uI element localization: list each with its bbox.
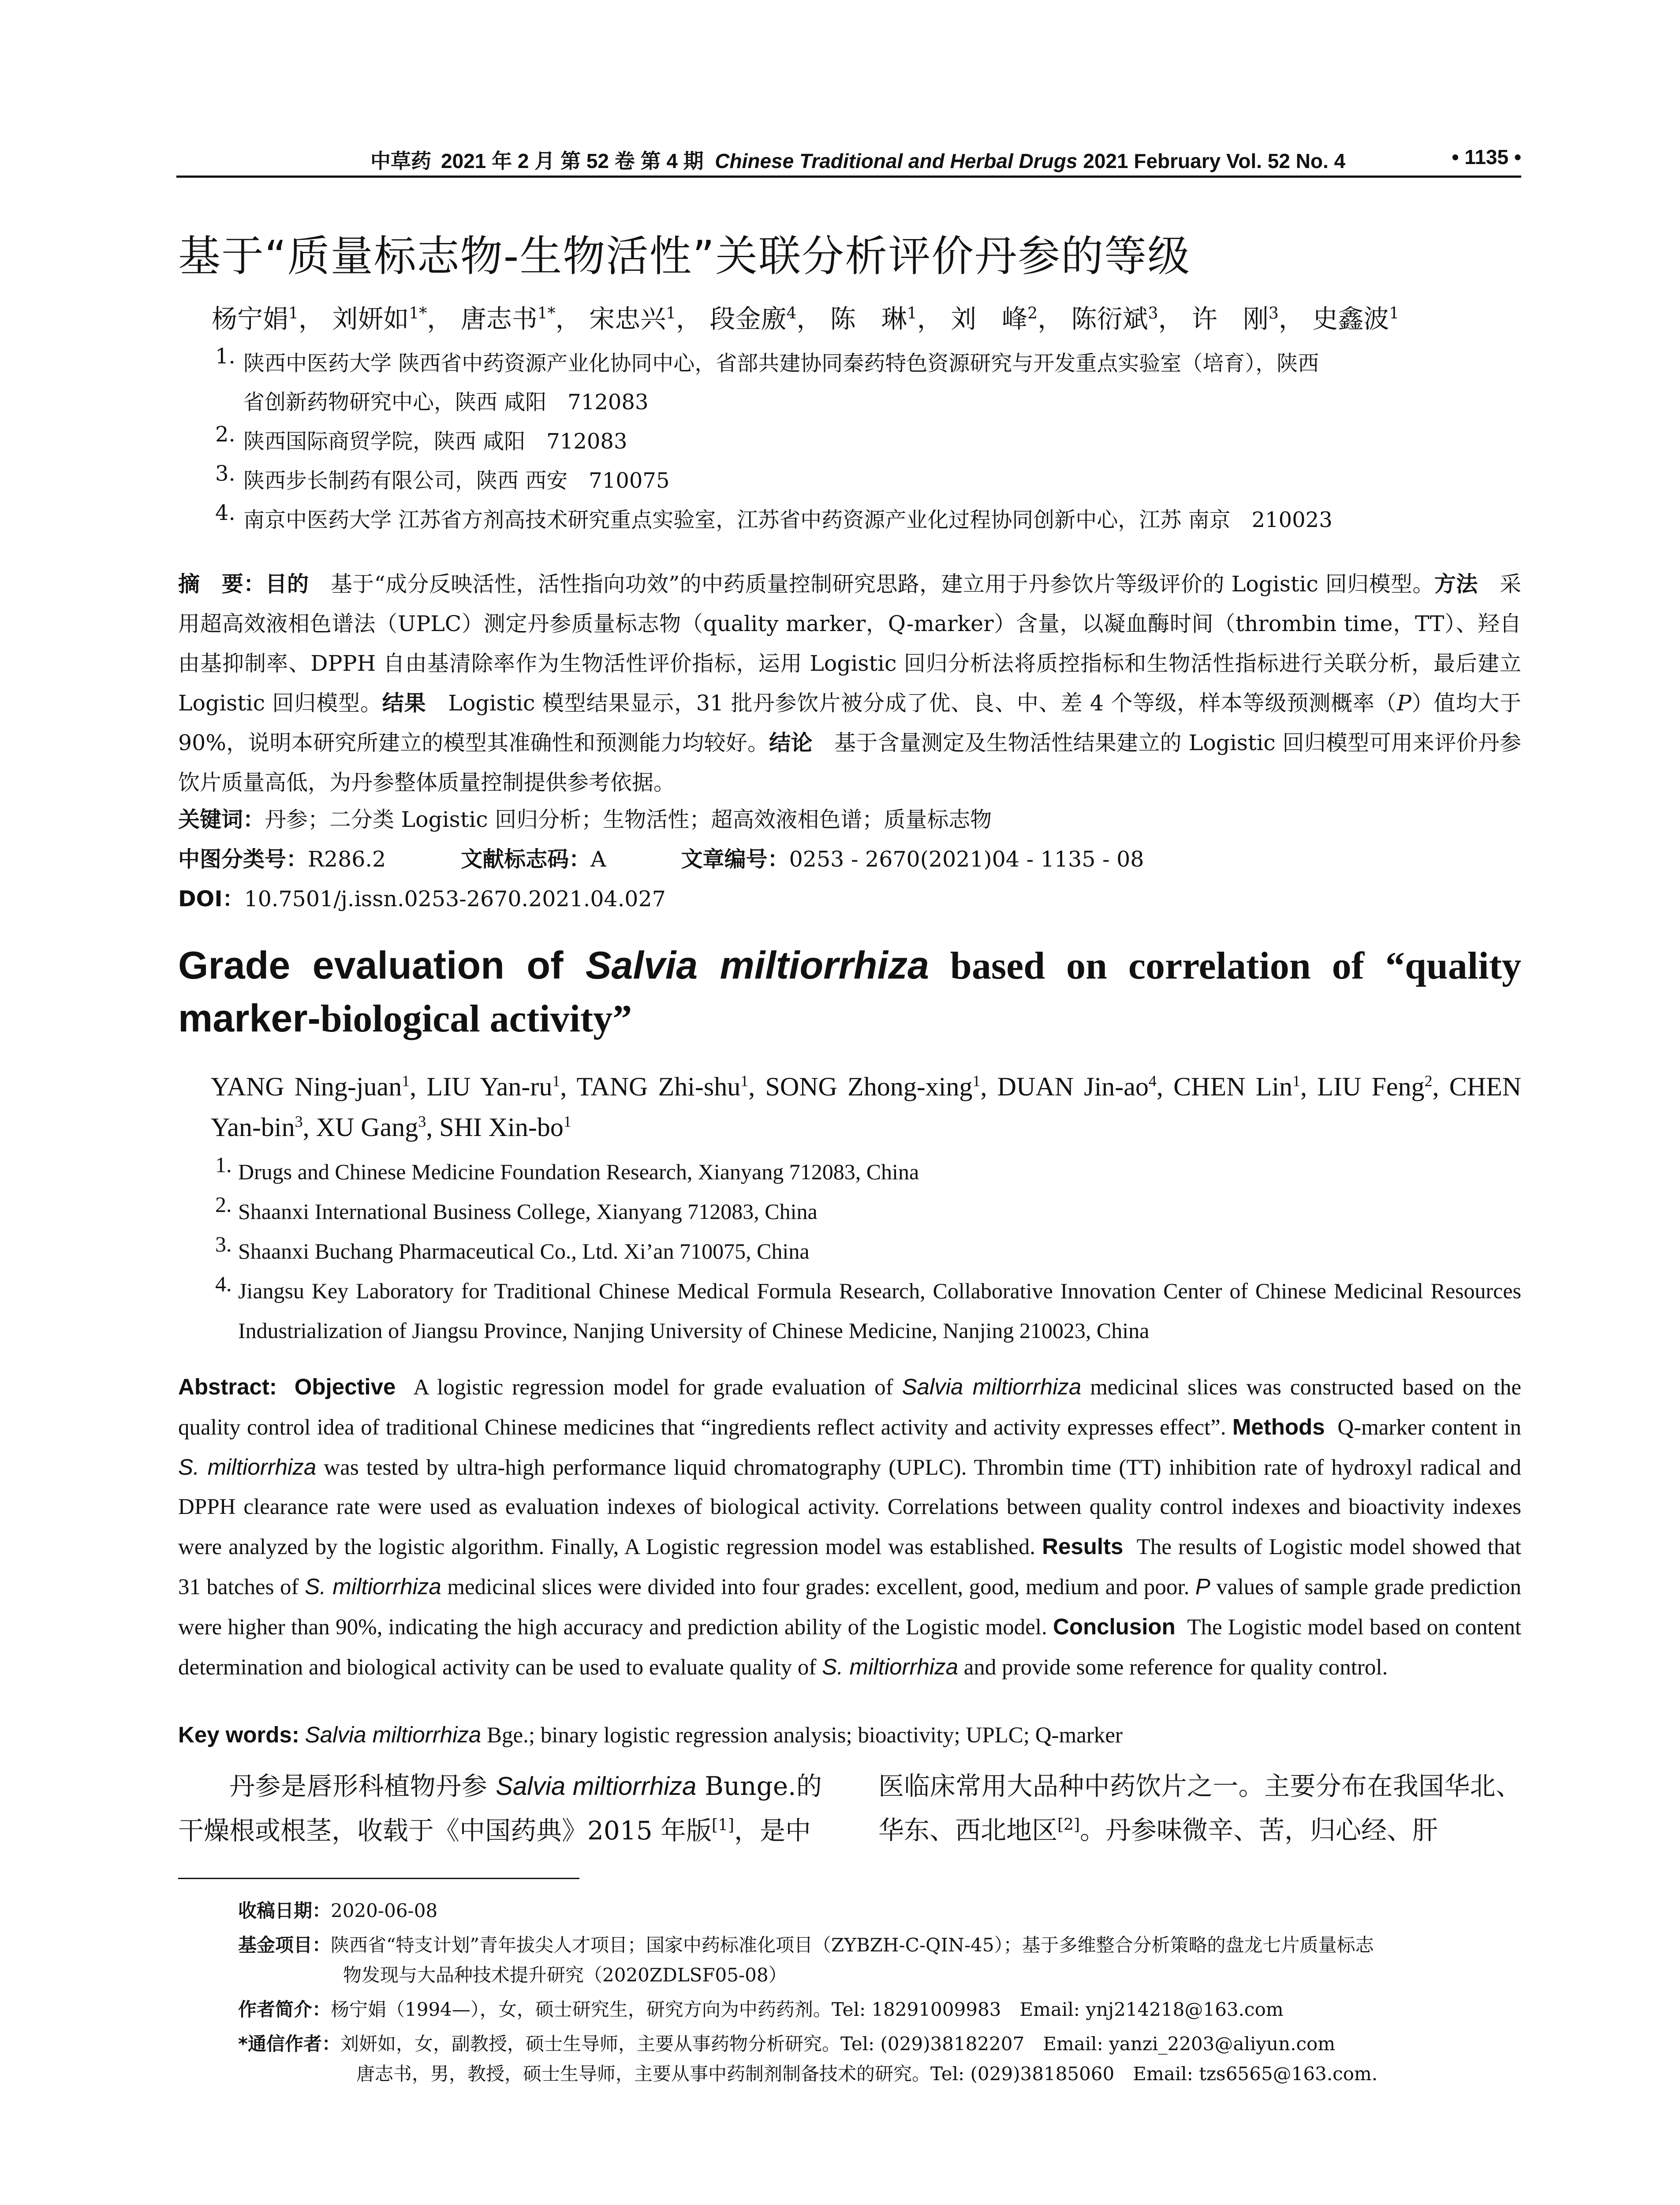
author-en: XU Gang$^3$ — [316, 1113, 426, 1142]
journal-name-cn: 中草药 — [370, 149, 431, 173]
keywords-cn: 关键词：丹参；二分类 Logistic 回归分析；生物活性；超高效液相色谱；质量标志物 — [178, 807, 992, 832]
keywords-en: Key words: Salvia miltiorrhiza Bge.; binary logistic regression analysis; bioactivity; UPLC; Q-marker — [178, 1722, 1123, 1748]
author-en: CHEN Lin$^1$ — [1173, 1072, 1301, 1101]
header-rule — [176, 176, 1521, 178]
affiliation-cn-3: 3. 陕西步长制药有限公司，陕西 西安 710075 — [215, 461, 670, 493]
affiliation-cn-4: 4. 南京中医药大学 江苏省方剂高技术研究重点实验室，江苏省中药资源产业化过程协同创新中心，江苏 南京 210023 — [215, 501, 1333, 532]
author-en: TANG Zhi-shu$^1$ — [576, 1072, 749, 1101]
title-cn: 基于“质量标志物-生物活性”关联分析评价丹参的等级 — [178, 232, 1191, 281]
author-en: LIU Feng$^2$ — [1317, 1072, 1433, 1101]
abstract-cn: 摘 要：目的 基于“成分反映活性，活性指向功效”的中药质量控制研究思路，建立用于丹参饮片等级评价的 Logistic 回归模型。方法 采用超高效液相色谱法（UPLC）测定丹参质量标志物（quality marker，Q-marker）含量，以凝血酶时间（thrombin time，TT）、羟自由基抑制率、DPPH 自由基清除率作为生物活性评价指标，运用 Logistic 回归分析法将质控指标和生物活性指标进行关联分析，最后建立 Logistic 回归模型。结果 Logistic 模型结果显示，31 批丹参饮片被分成了优、良、中、差 4 个等级，样本等级预测概率（P）值均大于 90%，说明本研究所建立的模型其准确性和预测能力均较好。结论 基于含量测定及生物活性结果建立的 Logistic 回归模型可用来评价丹参饮片质量高低，为丹参整体质量控制提供参考依据。 — [178, 572, 1521, 795]
issue-cn: 2021 年 2 月 第 52 卷 第 4 期 — [441, 149, 704, 172]
author-cn: 宋忠兴$^1$ — [589, 304, 676, 334]
author-cn: 许 刚$^3$ — [1191, 304, 1279, 334]
abstract-en: Abstract: Objective A logistic regression model for grade evaluation of Salvia miltiorrhiza medicinal slices was constructed based on the quality control idea of traditional Chinese medicines that “ingredients reflect activity and activity expresses effect”. Methods Q-marker content in S. miltiorrhiza was tested by ultra-high performance liquid chromatography (UPLC). Thrombin time (TT) inhibition rate of hydroxyl radical and DPPH clearance rate were used as evaluation indexes of biological activity. Correlations between quality control indexes and bioactivity indexes were analyzed by the logistic algorithm. Finally, A Logistic regression model was established. Results The results of Logistic model showed that 31 batches of S. miltiorrhiza medicinal slices were divided into four grades: excellent, good, medium and poor. P values of sample grade prediction were higher than 90%, indicating the high accuracy and prediction ability of the Logistic model. Conclusion The Logistic model based on content determination and biological activity can be used to evaluate quality of S. miltiorrhiza and provide some reference for quality control. — [178, 1374, 1522, 1680]
issue-en: 2021 February Vol. 52 No. 4 — [1083, 149, 1346, 172]
author-cn: 刘 峰$^2$ — [951, 304, 1038, 334]
footnote-corresponding: *通信作者：刘妍如，女，副教授，硕士生导师，主要从事药物分析研究。Tel: (029)38182207 Email: yanzi_2203@aliyun.com — [238, 2033, 1336, 2055]
affiliation-en-1: 1. Drugs and Chinese Medicine Foundation Research, Xianyang 712083, China — [215, 1152, 919, 1184]
author-cn: 陈 琳$^1$ — [830, 304, 917, 334]
author-en: SHI Xin-$bo^1$ — [439, 1113, 571, 1142]
author-cn: 陈衍斌$^3$ — [1071, 304, 1158, 334]
author-en: SONG Zhong-xing$^1$ — [765, 1072, 981, 1101]
doi-line: DOI：10.7501/j.issn.0253-2670.2021.04.027 — [178, 886, 666, 912]
author-en: LIU Yan-$ru^1$ — [426, 1072, 560, 1101]
affiliation-en-2: 2. Shaanxi International Business College, Xianyang 712083, China — [215, 1192, 818, 1224]
author-cn: 杨宁娟$^1$ — [212, 304, 299, 334]
citation-ref-1[interactable]: [1] — [712, 1816, 735, 1835]
authors-en: YANG Ning-juan$^1$, LIU Yan-$ru^1$, TANG Zhi-shu$^1$, SONG Zhong-xing$^1$, DUAN Jin-$ao^4$, CHEN Lin$^1$, LIU Feng$^2$, CHEN Yan-bin$^3$, XU Gang$^3$, SHI Xin-$bo^1$ — [211, 1072, 1522, 1142]
author-cn: 唐志书$^{1*}$ — [460, 304, 556, 334]
footnote-fund-cont: 物发现与大品种技术提升研究（2020ZDLSF05-08） — [343, 1964, 787, 1986]
authors-cn: 杨宁娟$^1$， 刘妍如$^{1*}$， 唐志书$^{1*}$， 宋忠兴$^1$， 段金廒$^4$， 陈 琳$^1$， 刘 峰$^2$， 陈衍斌$^3$， 许 刚$^3$， 史鑫波$^1$ — [212, 304, 1400, 334]
footnote-rule — [178, 1878, 579, 1879]
affiliation-en-4: 4. Jiangsu Key Laboratory for Traditional Chinese Medical Formula Research, Collaborative Innovation Center of Chinese Medicinal Resources Industrialization of Jiangsu Province, Nanjing University of Chinese Medicine, Nanjing 210023, China — [215, 1271, 1521, 1343]
body-column-left: 丹参是唇形科植物丹参 Salvia miltiorrhiza Bunge.的干燥根或根茎，收载于《中国药典》2015 年版[1]，是中 — [178, 1771, 822, 1846]
author-cn: 刘妍如$^{1*}$ — [332, 304, 427, 334]
title-en: Grade evaluation of Salvia miltiorrhiza based on correlation of “quality marker-biological activity” — [178, 943, 1522, 1040]
affiliation-cn-1: 1. 陕西中医药大学 陕西省中药资源产业化协同中心，省部共建协同秦药特色资源研究与开发重点实验室（培育），陕西 省创新药物研究中心，陕西 咸阳 712083 — [215, 344, 1319, 415]
footnote-received: 收稿日期：2020-06-08 — [238, 1900, 438, 1921]
journal-name-en: Chinese Traditional and Herbal Drugs — [715, 149, 1078, 172]
affiliation-en-3: 3. Shaanxi Buchang Pharmaceutical Co., Ltd. Xi’an 710075, China — [215, 1232, 810, 1263]
author-cn: 段金廒$^4$ — [709, 304, 797, 334]
citation-ref-2[interactable]: [2] — [1057, 1816, 1080, 1834]
footnote-author: 作者简介：杨宁娟（1994—），女，硕士研究生，研究方向为中药药剂。Tel: 18291009983 Email: ynj214218@163.com — [238, 1999, 1284, 2020]
doi-link[interactable]: 10.7501/j.issn.0253-2670.2021.04.027 — [244, 886, 666, 912]
footnote-fund: 基金项目：陕西省“特支计划”青年拔尖人才项目；国家中药标准化项目（ZYBZH-C-QIN-45）；基于多维整合分析策略的盘龙七片质量标志 — [238, 1934, 1374, 1956]
body-column-right: 医临床常用大品种中药饮片之一。主要分布在我国华北、华东、西北地区[2]。丹参味微辛、苦，归心经、肝 — [878, 1771, 1521, 1845]
page-number: • 1135 • — [1452, 146, 1521, 168]
affiliation-cn-2: 2. 陕西国际商贸学院，陕西 咸阳 712083 — [215, 422, 627, 454]
classification-line: 中图分类号：R286.2 文献标志码：A 文章编号：0253 - 2670(2021)04 - 1135 - 08 — [178, 847, 1144, 872]
author-en: YANG Ning-juan$^1$ — [211, 1072, 410, 1101]
author-en: DUAN Jin-$ao^4$ — [997, 1072, 1157, 1101]
author-cn: 史鑫波$^1$ — [1312, 304, 1400, 334]
header-center — [370, 145, 1345, 174]
abstract-cn-label: 摘 要： — [178, 572, 265, 597]
footnote-corresponding-cont: 唐志书，男，教授，硕士生导师，主要从事中药制剂制备技术的研究。Tel: (029)38185060 Email: tzs6565@163.com. — [356, 2063, 1378, 2085]
author-en: CHEN Yan-bin$^3$ — [211, 1072, 1522, 1142]
running-header — [176, 142, 1521, 173]
